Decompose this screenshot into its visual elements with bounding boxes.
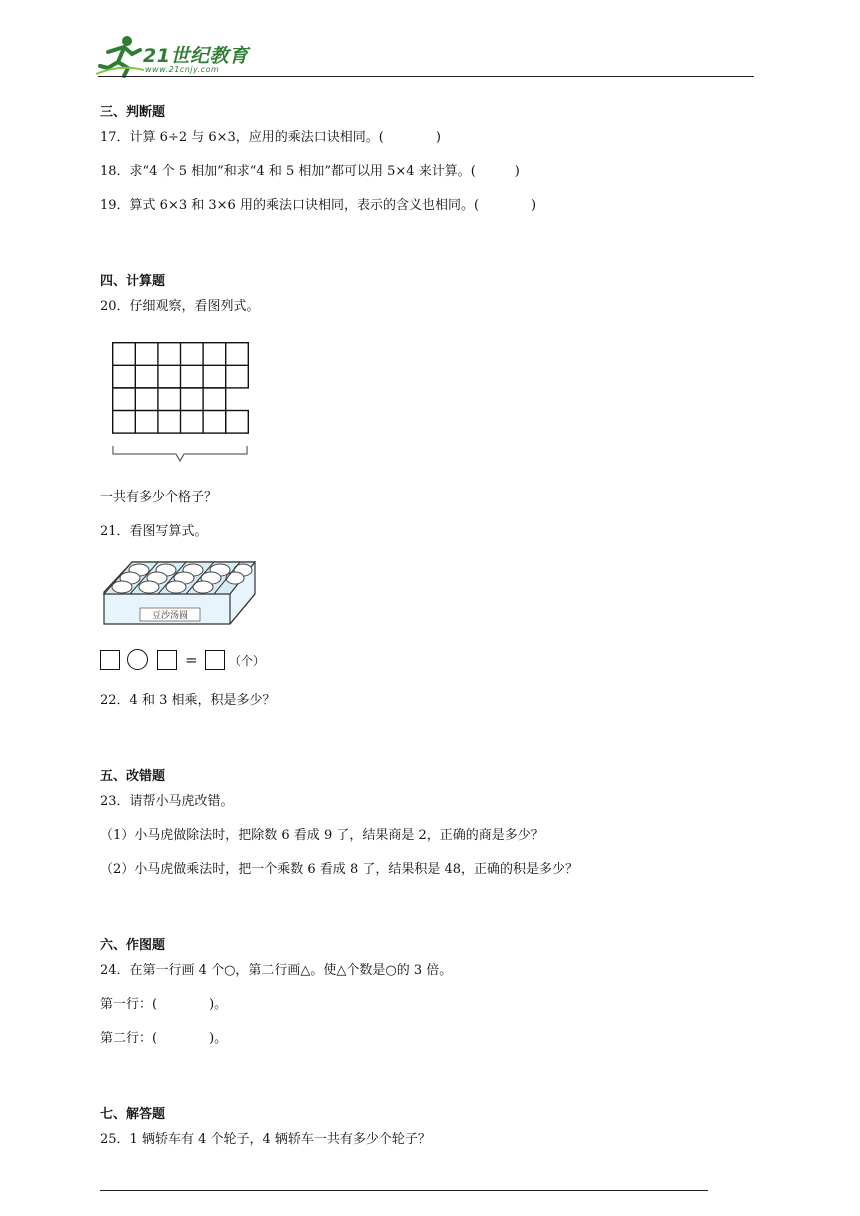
row1-answer: 第一行：( )。 [100,997,228,1012]
question-18: 18．求“4 个 5 相加”和求“4 和 5 相加”都可以用 5×4 来计算。( ) [100,164,520,179]
footer-rule [100,1190,708,1191]
question-23-part2: （2）小马虎做乘法时，把一个乘数 6 看成 8 了，结果积是 48，正确的积是多少？ [100,862,579,877]
section-title-calculation: 四、计算题 [100,274,166,289]
dumpling-box-figure [100,560,260,630]
header-rule [98,76,754,77]
answer-box-1[interactable] [100,650,120,670]
question-20-ask: 一共有多少个格子？ [100,490,218,505]
section-title-correction: 五、改错题 [100,769,166,784]
unit-label: （个） [229,654,266,668]
brace-icon [113,446,247,461]
question-24: 24．在第一行画 4 个○，第二行画△。使△个数是○的 3 倍。 [100,963,453,978]
runner-logo-icon [94,34,146,78]
section-title-answer: 七、解答题 [100,1107,166,1122]
question-17: 17．计算 6÷2 与 6×3，应用的乘法口诀相同。( ) [100,130,441,145]
question-25: 25．1 辆轿车有 4 个轮子，4 辆轿车一共有多少个轮子？ [100,1132,431,1147]
question-23-part1: （1）小马虎做除法时，把除数 6 看成 9 了，结果商是 2，正确的商是多少？ [100,828,544,843]
question-20: 20．仔细观察，看图列式。 [100,299,260,314]
question-22: 22．4 和 3 相乘，积是多少？ [100,693,276,708]
section-title-judgement: 三、判断题 [100,105,166,120]
operator-circle[interactable] [127,649,148,670]
section-title-drawing: 六、作图题 [100,938,166,953]
question-23: 23．请帮小马虎改错。 [100,794,234,809]
box-label: 豆沙汤圆 [151,611,189,621]
question-21: 21．看图写算式。 [100,524,208,539]
answer-box-3[interactable] [205,650,225,670]
grid-figure [110,340,252,470]
equals-sign: = [185,651,198,669]
row2-answer: 第二行：( )。 [100,1031,228,1046]
logo-text: 21世纪教育 [143,45,249,67]
logo-url: www.21cnjy.com [145,65,220,74]
question-19: 19．算式 6×3 和 3×6 用的乘法口诀相同，表示的含义也相同。( ) [100,198,537,213]
answer-box-2[interactable] [157,650,177,670]
